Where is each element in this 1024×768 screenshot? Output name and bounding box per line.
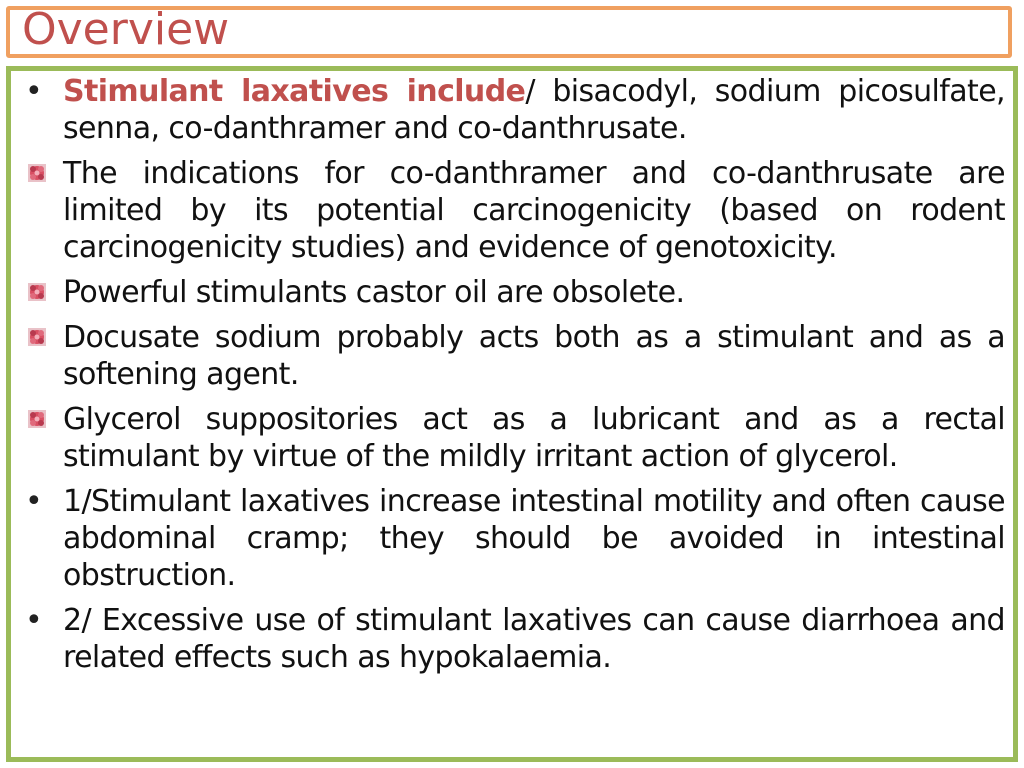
list-item bbox=[21, 483, 1005, 594]
content-box bbox=[6, 66, 1018, 762]
bullet-dot-icon: • bbox=[25, 74, 43, 109]
bullet-dot-icon: • bbox=[25, 484, 43, 519]
bullet-list bbox=[21, 73, 1005, 684]
list-item bbox=[21, 73, 1005, 147]
item-text: The indications for co-danthramer and co-danthrusate are limited by its potential carcinogenicity (based on rodent carcinogenicity studies) and evidence of genotoxicity. bbox=[63, 156, 1005, 265]
list-item bbox=[21, 319, 1005, 393]
item-text: Docusate sodium probably acts both as a stimulant and as a softening agent. bbox=[63, 320, 1005, 392]
title-box bbox=[6, 6, 1012, 58]
item-text: bisacodyl, sodium picosulfate, senna, co-danthramer and co-danthrusate. bbox=[63, 74, 1005, 146]
list-item bbox=[21, 274, 1005, 311]
flower-bullet-icon bbox=[27, 409, 47, 429]
item-text: 2/ Excessive use of stimulant laxatives can cause diarrhoea and related effects such as hypokalaemia. bbox=[63, 603, 1005, 675]
flower-bullet-icon bbox=[27, 282, 47, 302]
list-item bbox=[21, 401, 1005, 475]
item-text: Glycerol suppositories act as a lubricant and as a rectal stimulant by virtue of the mildly irritant action of glycerol. bbox=[63, 402, 1005, 474]
slide-title: Overview bbox=[22, 4, 230, 55]
separator-text: / bbox=[525, 74, 535, 109]
list-item bbox=[21, 155, 1005, 266]
highlight-text: Stimulant laxatives include bbox=[63, 74, 526, 109]
bullet-dot-icon: • bbox=[25, 603, 43, 638]
item-text: 1/Stimulant laxatives increase intestinal motility and often cause abdominal cramp; they should be avoided in intestinal obstruction. bbox=[63, 484, 1005, 593]
flower-bullet-icon bbox=[27, 163, 47, 183]
item-text: Powerful stimulants castor oil are obsolete. bbox=[63, 275, 685, 310]
flower-bullet-icon bbox=[27, 327, 47, 347]
list-item bbox=[21, 602, 1005, 676]
